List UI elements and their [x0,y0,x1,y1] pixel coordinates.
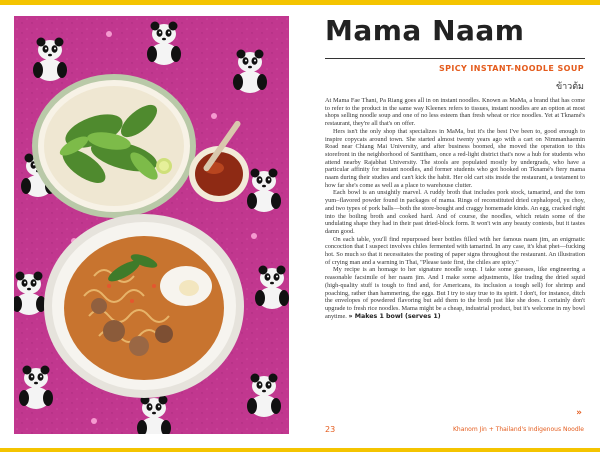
paragraph-5 [325,266,585,320]
yield-text: Makes 1 bowl (serves 1) [354,312,441,320]
paragraph-4: On each table, you'll find repurposed beer bottles filled with her famous naam jim, an enigmatic concoction that I suspect involves chiles fermented with tamarind. In any case, it's khat phet—fucking hot. So much so that it necessitates the posting of paper signs throughout the restaurant. An illustration of crying man and a warning in Thai, "Please taste first, the chiles are spicy." [325,235,585,266]
paragraph-2: Hers isn't the only shop that specializes in MaMa, but it's the best I've been to, good enough to inspire copycats around town. She started almost twenty years ago with a cart on Nimmanhaemin Road near Chiang Mai University, and after business boomed, she moved the operation to this storefront in the neighborhood of Santitham, once a red-light district that's now a hub for students who attend nearby Rajabhat University. The stools are populated mostly by undergrads, who have a particular affinity for instant noodles, and former students who got hooked on Tknamé's fiery mama naam during their studies and can't kick the habit. Her old cart sits inside the restaurant, a testament to how far she's come as well as a place to warehouse clutter. [325,127,585,189]
food-photo [14,16,289,434]
top-color-band [0,0,600,5]
continue-arrow: » [576,408,582,418]
recipe-intro-text [325,97,585,320]
thai-title: ข้าวต้ม [555,82,584,92]
running-footer: Khanom Jin + Thailand's Indigenous Noodle [452,426,584,433]
paragraph-3: Each bowl is an unsightly marvel. A ruddy broth that includes pork stock, tamarind, and the tom yum–flavored powder found in packages of mama. Rings of reconstituted dried cephalopod, yu choy, and two types of pork balls—both the store-bought and craggy homemade kinds. An egg, cracked right into the boiling broth and cooked hard. And of course, the noodles, which retain some of the undulating shape they had in their past dried-block form. It won't win any beauty contests, but it tastes damn good. [325,189,585,235]
title-rule [325,58,585,59]
paragraph-1: At Mama Fae Thani, Pa Riang goes all in on instant noodles. Known as MaMa, a brand that has come to refer to the product in the same way Kleenex refers to tissues, instant noodles are an option at most shops selling noodle soup and one of no less esteem than fresh wheat or rice noodles. Yet at Tknamé's restaurant, they're all that's on offer. [325,97,585,128]
yield-label: » Makes 1 bowl (serves 1) [348,312,441,320]
bottom-color-band [0,448,600,452]
paragraph-5-text: My recipe is an homage to her signature noodle soup. I take some guesses, like engineering a reasonable facsimile of her naam jim. And I make some adjustments, like trading the dried squid (high-quality stuff is tough to find and, for Americans, its inclusion a tough sell) for shrimp and poaching, rather than hammering, the eggs. But I try to stay true to its spirit. I don't, for instance, ditch the envelopes of powdered flavoring but add them to the broth just like she does. I certainly don't upgrade to fresh rice noodles. Mama might be a cheap, industrial product, but it's welcome in my bowl anytime. [325,266,585,320]
page-number: 23 [325,425,336,434]
recipe-title: Mama Naam [325,14,525,47]
recipe-subtitle: SPICY INSTANT-NOODLE SOUP [438,64,584,73]
